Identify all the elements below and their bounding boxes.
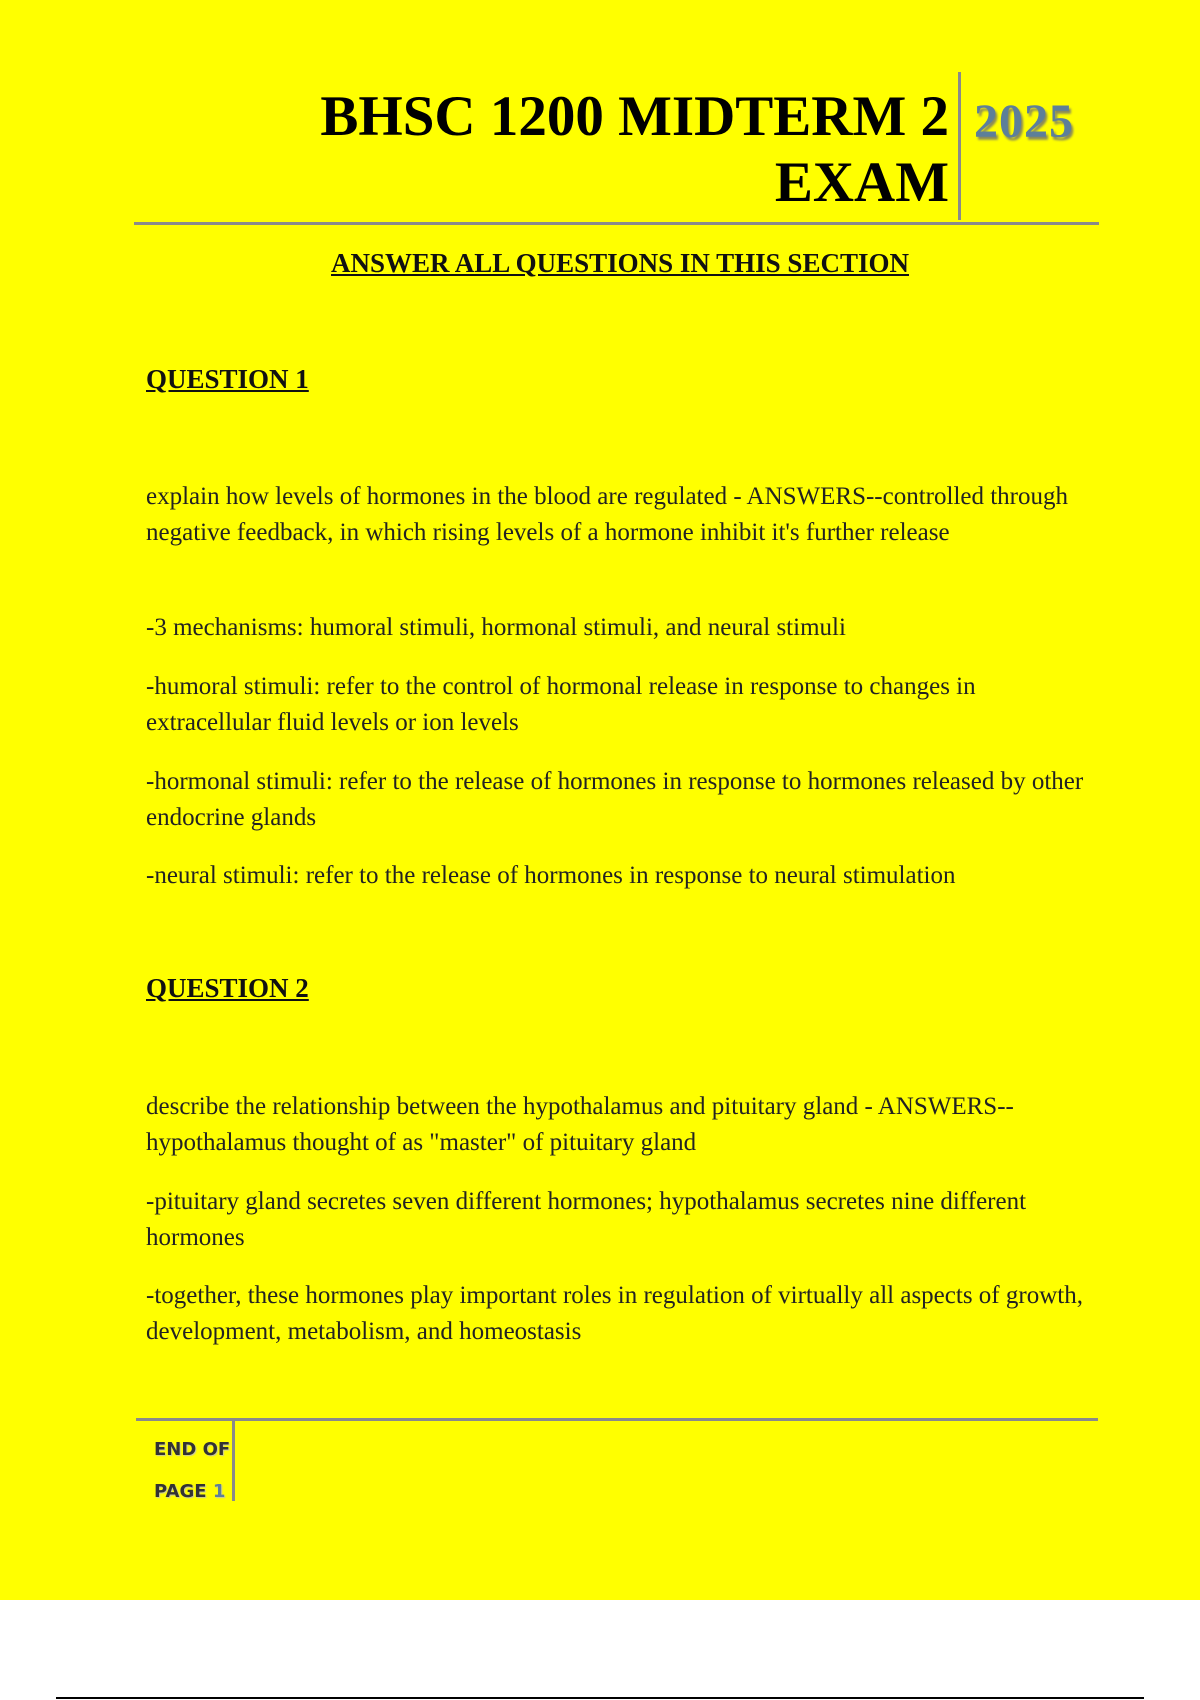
question-2-paragraph-3: -together, these hormones play important roles in regulation of virtually all aspects of growth, development, metabolism, and homeostasis	[146, 1282, 1083, 1345]
question-2-heading: QUESTION 2	[146, 973, 309, 1003]
question-1-paragraph-4: -hormonal stimuli: refer to the release of hormones in response to hormones released by other endocrine glands	[146, 768, 1084, 831]
exam-title-line1: BHSC 1200 MIDTERM 2	[320, 85, 949, 148]
question-2-paragraph-2: -pituitary gland secretes seven different hormones; hypothalamus secretes nine different hormones	[146, 1188, 1027, 1251]
page-number: 1	[212, 1481, 226, 1502]
footer-label-line1: END OF	[154, 1439, 231, 1460]
header-divider	[958, 72, 961, 220]
question-1-paragraph-5: -neural stimuli: refer to the release of hormones in response to neural stimulation	[146, 862, 956, 889]
page-footer	[136, 1418, 1098, 1501]
page-footer-label	[154, 1429, 230, 1513]
exam-title	[320, 84, 949, 216]
exam-title-line2: EXAM	[774, 151, 949, 214]
question-1-heading: QUESTION 1	[146, 364, 309, 394]
question-1-paragraph-2: -3 mechanisms: humoral stimuli, hormonal stimuli, and neural stimuli	[146, 614, 846, 641]
year-label: 2025	[974, 95, 1074, 148]
page-header	[134, 72, 1099, 225]
footer-divider	[232, 1421, 235, 1501]
question-1-paragraph-1: explain how levels of hormones in the blood are regulated - ANSWERS--controlled through negative feedback, in which rising levels of a hormone inhibit it's further release	[146, 483, 1069, 546]
footer-label-line2: PAGE	[154, 1481, 207, 1502]
question-2-paragraph-1: describe the relationship between the hypothalamus and pituitary gland - ANSWERS--hypothalamus thought of as "master" of pituitary gland	[146, 1093, 1014, 1156]
bottom-rule	[56, 1697, 1144, 1699]
question-1-paragraph-3: -humoral stimuli: refer to the control of hormonal release in response to changes in extracellular fluid levels or ion levels	[146, 673, 976, 736]
section-instruction: ANSWER ALL QUESTIONS IN THIS SECTION	[331, 248, 909, 278]
